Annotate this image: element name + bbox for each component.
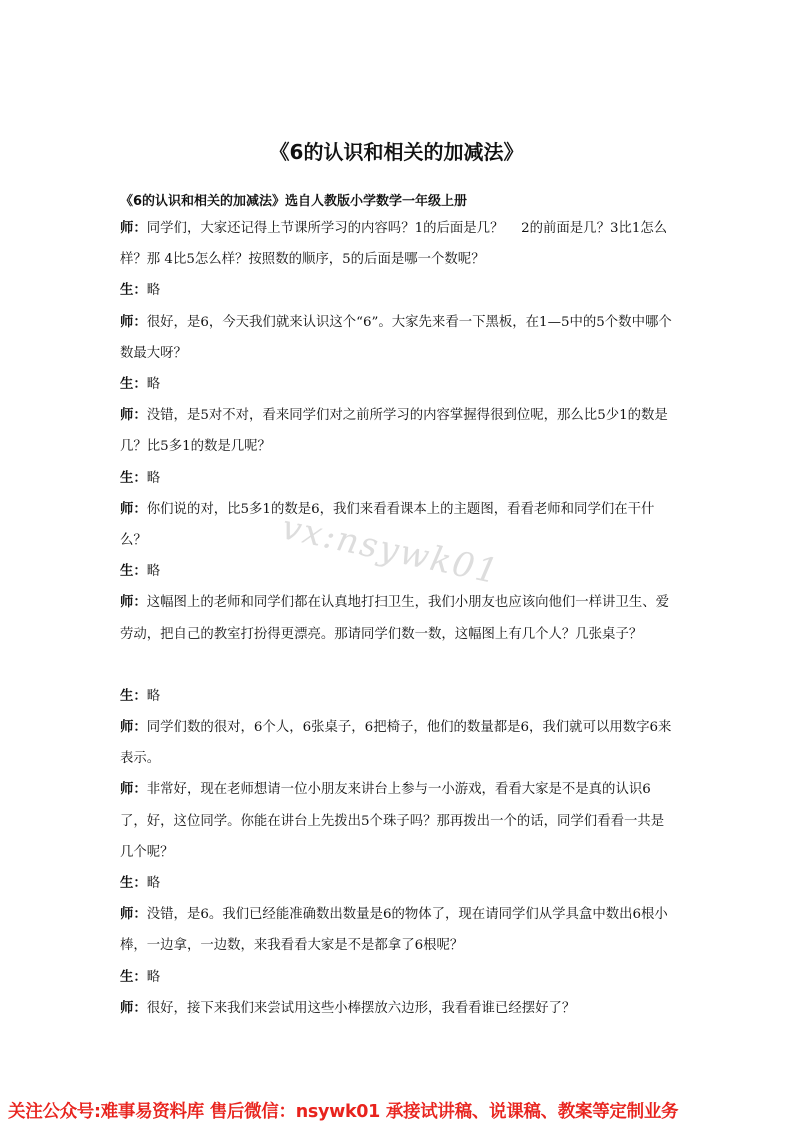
dialogue-text: 略 <box>146 283 161 299</box>
document-title: 《6的认识和相关的加减法》 <box>269 140 524 164</box>
speaker-label: 生： <box>120 688 147 704</box>
watermark: vx:nsywk01 <box>278 507 504 593</box>
speaker-label: 师： <box>120 907 147 923</box>
speaker-label: 生： <box>120 876 147 892</box>
dialogue-paragraph <box>120 712 676 774</box>
speaker-label: 生： <box>120 969 147 985</box>
dialogue-text: 没错，是6。我们已经能准确数出数量是6的物体了，现在请同学们从学具盒中数出6根小棒，一边拿，一边数，来我看看大家是不是都拿了6根呢？ <box>120 907 668 954</box>
dialogue-text: 略 <box>146 564 161 580</box>
footer-banner: 关注公众号:难事易资料库 售后微信：nsywk01 承接试讲稿、说课稿、教案等定制业务 <box>8 1102 679 1122</box>
speaker-label: 生： <box>120 564 147 580</box>
speaker-label: 师： <box>120 595 147 611</box>
dialogue-paragraph <box>120 400 676 462</box>
dialogue-paragraph <box>120 681 676 712</box>
dialogue-paragraph <box>120 307 676 369</box>
dialogue-text: 略 <box>146 470 161 486</box>
dialogue-paragraph <box>120 275 676 306</box>
dialogue-paragraph <box>120 369 676 400</box>
speaker-label: 师： <box>120 720 147 736</box>
speaker-label: 师： <box>120 782 147 798</box>
dialogue-text: 没错，是5对不对，看来同学们对之前所学习的内容掌握得很到位呢，那么比5少1的数是几？比5多1的数是几呢？ <box>120 408 668 455</box>
dialogue-paragraph <box>120 962 676 993</box>
speaker-label: 师： <box>120 501 147 517</box>
dialogue-text: 同学们，大家还记得上节课所学习的内容吗？1的后面是几？ 2的前面是几？3比1怎么样？那 4比5怎么样？按照数的顺序，5的后面是哪一个数呢？ <box>120 221 668 268</box>
speaker-label: 师： <box>120 314 147 330</box>
dialogue-text: 略 <box>146 969 161 985</box>
dialogue-text: 略 <box>146 688 161 704</box>
dialogue-text: 很好，接下来我们来尝试用这些小棒摆放六边形，我看看谁已经摆好了？ <box>146 1000 576 1016</box>
dialogue-text: 略 <box>146 377 161 393</box>
dialogue-paragraph <box>120 993 676 1024</box>
document-subtitle: 《6的认识和相关的加减法》选自人教版小学数学一年级上册 <box>120 194 468 209</box>
dialogue-paragraph <box>120 556 676 587</box>
dialogue-body <box>120 213 676 1024</box>
speaker-label: 生： <box>120 470 147 486</box>
dialogue-paragraph <box>120 868 676 899</box>
dialogue-text: 略 <box>146 876 161 892</box>
speaker-label: 师： <box>120 408 147 424</box>
speaker-label: 生： <box>120 283 147 299</box>
dialogue-text: 你们说的对，比5多1的数是6，我们来看看课本上的主题图，看看老师和同学们在干什么？ <box>120 501 655 549</box>
dialogue-paragraph <box>120 899 676 961</box>
dialogue-paragraph <box>120 463 676 494</box>
speaker-label: 生： <box>120 377 147 393</box>
dialogue-paragraph <box>120 774 676 868</box>
speaker-label: 师： <box>120 1000 147 1016</box>
dialogue-text: 同学们数的很对，6个人，6张桌子，6把椅子，他们的数量都是6，我们就可以用数字6来表示。 <box>120 720 672 767</box>
dialogue-text: 非常好，现在老师想请一位小朋友来讲台上参与一小游戏，看看大家是不是真的认识6了，好，这位同学。你能在讲台上先拨出5个珠子吗？那再拨出一个的话，同学们看看一共是几个呢？ <box>120 782 665 860</box>
dialogue-text: 这幅图上的老师和同学们都在认真地打扫卫生，我们小朋友也应该向他们一样讲卫生、爱劳动，把自己的教室打扮得更漂亮。那请同学们数一数，这幅图上有几个人？几张桌子？ <box>120 595 670 642</box>
dialogue-paragraph <box>120 494 676 556</box>
dialogue-paragraph <box>120 213 676 275</box>
speaker-label: 师： <box>120 221 147 236</box>
dialogue-paragraph <box>120 587 676 649</box>
dialogue-text: 很好，是6，今天我们就来认识这个“6”。大家先来看一下黑板，在1—5中的5个数中哪个数最大呀？ <box>120 314 672 361</box>
